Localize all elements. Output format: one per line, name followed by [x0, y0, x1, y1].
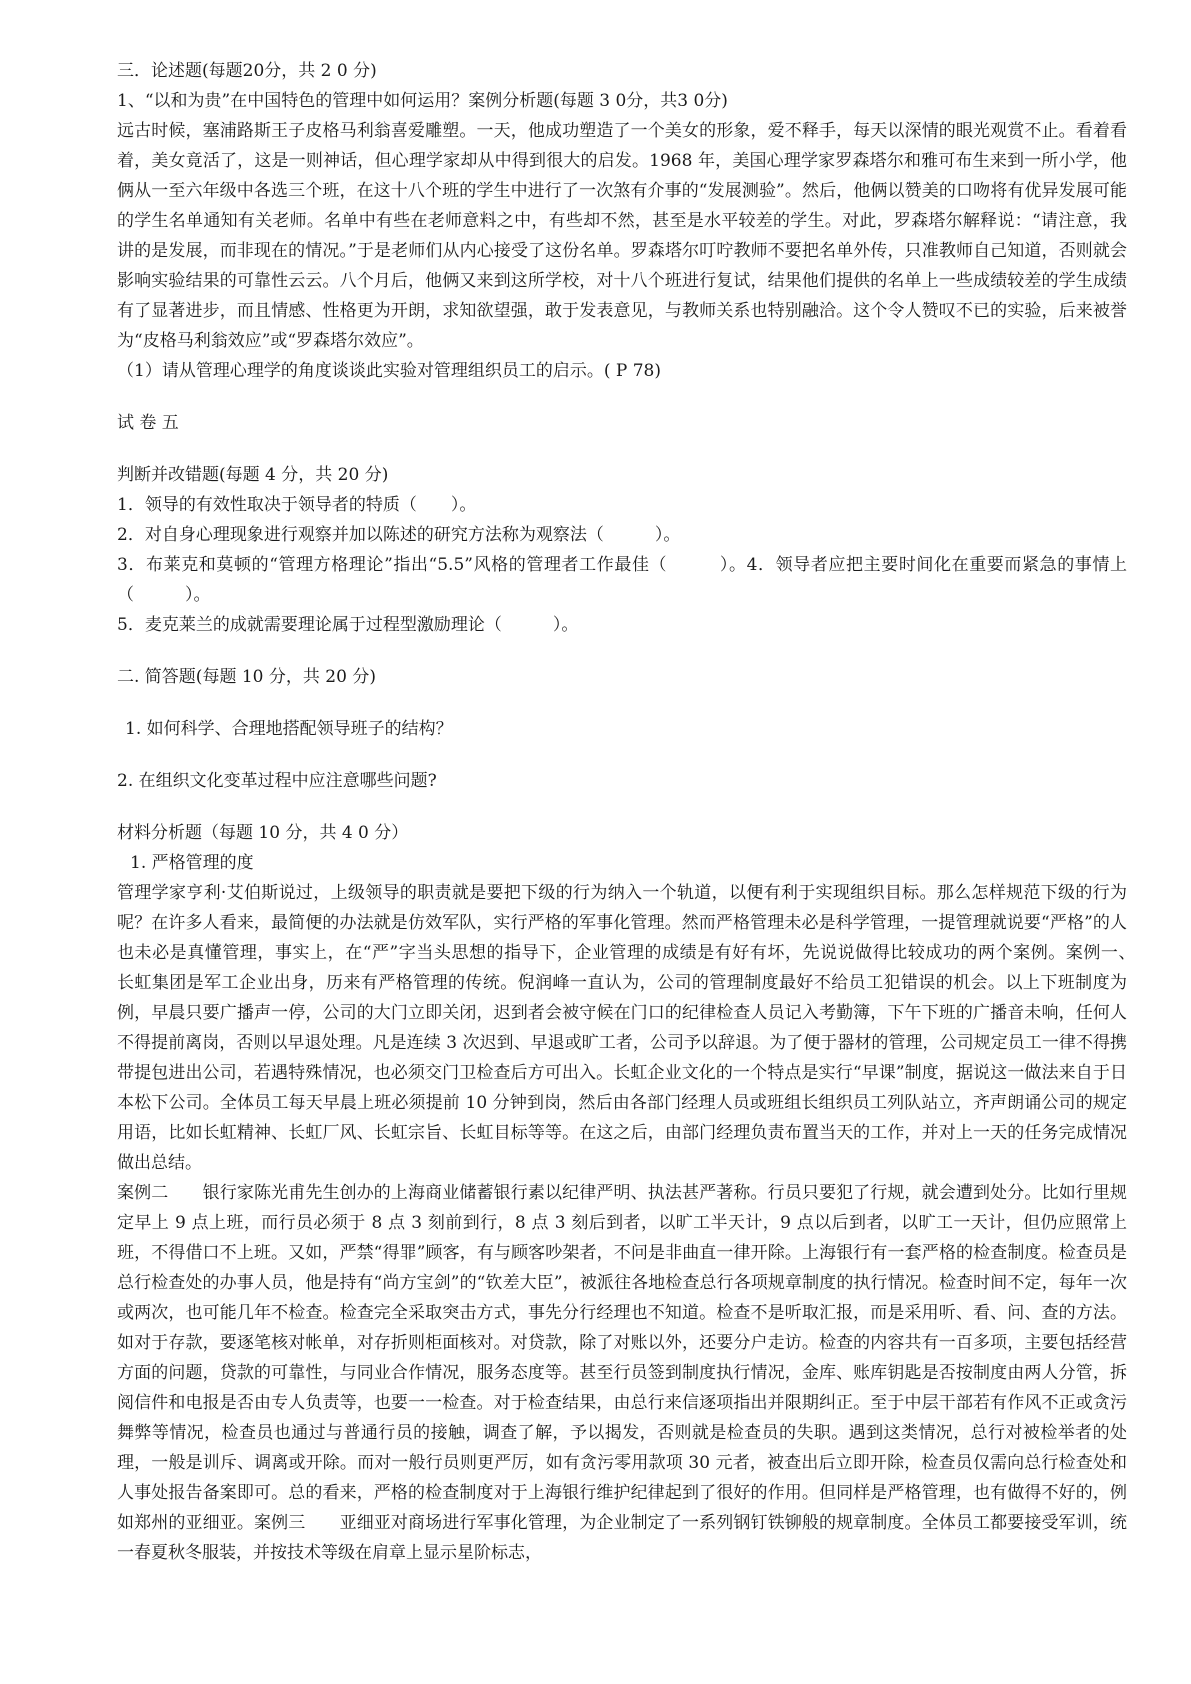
spacer: [117, 744, 1127, 766]
sub-question: （1）请从管理心理学的角度谈谈此实验对管理组织员工的启示。( P 78): [117, 361, 661, 381]
judge-heading: 判断并改错题(每题 4 分，共 20 分): [117, 465, 389, 485]
judge-item: 1．领导的有效性取决于领导者的特质（ ）。: [117, 495, 477, 515]
question-1: 1、“以和为贵”在中国特色的管理中如何运用？案例分析题(每题 3 0分，共3 0分): [117, 91, 728, 111]
material-q1-title: 1. 严格管理的度: [130, 853, 254, 873]
spacer: [117, 386, 1127, 408]
document-page: [117, 56, 1161, 1568]
short-answer-heading: 二. 简答题(每题 10 分，共 20 分): [117, 667, 376, 687]
material-case2: 案例二 银行家陈光甫先生创办的上海商业储蓄银行素以纪律严明、执法甚严著称。行员只要犯了行规，就会遭到处分。比如行里规定早上 9 点上班，而行员必须于 8 点 3 刻前到行，8 点 3 刻后到者，以旷工半天计，9 点以后到者，以旷工一天计，但仍应照常上班，不得借口不上班。又如，严禁“得罪”顾客，有与顾客吵架者，不问是非曲直一律开除。上海银行有一套严格的检查制度。检查员是总行检查处的办事人员，他是持有“尚方宝剑”的“钦差大臣”，被派往各地检查总行各项规章制度的执行情况。检查时间不定，每年一次或两次，也可能几年不检查。检查完全采取突击方式，事先分行经理也不知道。检查不是听取汇报，而是采用听、看、问、查的方法。如对于存款，要逐笔核对帐单，对存折则柜面核对。对贷款，除了对账以外，还要分户走访。检查的内容共有一百多项，主要包括经营方面的问题，贷款的可靠性，与同业合作情况，服务态度等。甚至行员签到制度执行情况，金库、账库钥匙是否按制度由两人分管，拆阅信件和电报是否由专人负责等，也要一一检查。对于检查结果，由总行来信逐项指出并限期纠正。至于中层干部若有作风不正或贪污舞弊等情况，检查员也通过与普通行员的接触，调查了解，予以揭发，否则就是检查员的失职。遇到这类情况，总行对被检举者的处理，一般是训斥、调离或开除。而对一般行员则更严厉，如有贪污零用款项 30 元者，被查出后立即开除，检查员仅需向总行检查处和人事处报告备案即可。总的看来，严格的检查制度对于上海银行维护纪律起到了很好的作用。但同样是严格管理，也有做得不好的，例如郑州的亚细亚。案例三 亚细亚对商场进行军事化管理，为企业制定了一系列钢钉铁铆般的规章制度。全体员工都要接受军训，统一春夏秋冬服装，并按技术等级在肩章上显示星阶标志，: [117, 1183, 1127, 1563]
judge-item: 5．麦克莱兰的成就需要理论属于过程型激励理论（ ）。: [117, 615, 579, 635]
spacer: [117, 438, 1127, 460]
case-story: 远古时候，塞浦路斯王子皮格马利翁喜爱雕塑。一天，他成功塑造了一个美女的形象，爱不释手，每天以深情的眼光观赏不止。看着看着，美女竟活了，这是一则神话，但心理学家却从中得到很大的启发。1968 年，美国心理学家罗森塔尔和雅可布生来到一所小学，他俩从一至六年级中各选三个班，在这十八个班的学生中进行了一次煞有介事的“发展测验”。然后，他俩以赞美的口吻将有优异发展可能的学生名单通知有关老师。名单中有些在老师意料之中，有些却不然，甚至是水平较差的学生。对此，罗森塔尔解释说：“请注意，我讲的是发展，而非现在的情况。”于是老师们从内心接受了这份名单。罗森塔尔叮咛教师不要把名单外传，只准教师自己知道，否则就会影响实验结果的可靠性云云。八个月后，他俩又来到这所学校，对十八个班进行复试，结果他们提供的名单上一些成绩较差的学生成绩有了显著进步，而且情感、性格更为开朗，求知欲望强，敢于发表意见，与教师关系也特别融洽。这个令人赞叹不已的实验，后来被誉为“皮格马利翁效应”或“罗森塔尔效应”。: [117, 121, 1127, 351]
spacer: [117, 796, 1127, 818]
section3-heading: 三．论述题(每题20分，共 2 0 分): [117, 61, 377, 81]
short-answer-q2: 2. 在组织文化变革过程中应注意哪些问题?: [117, 771, 437, 791]
spacer: [117, 640, 1127, 662]
material-case1: 管理学家亨利·艾伯斯说过，上级领导的职责就是要把下级的行为纳入一个轨道，以便有利于实现组织目标。那么怎样规范下级的行为呢？在许多人看来，最简便的办法就是仿效军队，实行严格的军事化管理。然而严格管理未必是科学管理，一提管理就说要“严格”的人也未必是真懂管理，事实上，在“严”字当头思想的指导下，企业管理的成绩是有好有坏，先说说做得比较成功的两个案例。案例一、 长虹集团是军工企业出身，历来有严格管理的传统。倪润峰一直认为，公司的管理制度最好不给员工犯错误的机会。以上下班制度为例，早晨只要广播声一停，公司的大门立即关闭，迟到者会被守候在门口的纪律检查人员记入考勤簿，下午下班的广播音未响，任何人不得提前离岗，否则以早退处理。凡是连续 3 次迟到、早退或旷工者，公司予以辞退。为了便于器材的管理，公司规定员工一律不得携带提包进出公司，若遇特殊情况，也必须交门卫检查后方可出入。长虹企业文化的一个特点是实行“早课”制度，据说这一做法来自于日本松下公司。全体员工每天早晨上班必须提前 10 分钟到岗，然后由各部门经理人员或班组长组织员工列队站立，齐声朗诵公司的规定用语，比如长虹精神、长虹厂风、长虹宗旨、长虹目标等等。在这之后，由部门经理负责布置当天的工作，并对上一天的任务完成情况做出总结。: [117, 883, 1161, 1173]
judge-item: 2．对自身心理现象进行观察并加以陈述的研究方法称为观察法（ ）。: [117, 525, 681, 545]
exam-title: 试 卷 五: [117, 413, 179, 433]
judge-item: 3．布莱克和莫顿的“管理方格理论”指出“5.5”风格的管理者工作最佳（ ）。4．领导者应把主要时间化在重要而紧急的事情上 （ ）。: [117, 555, 1144, 605]
material-heading: 材料分析题（每题 10 分，共 4 0 分）: [117, 823, 409, 843]
short-answer-q1: 1. 如何科学、合理地搭配领导班子的结构？: [125, 719, 453, 739]
spacer: [117, 692, 1127, 714]
